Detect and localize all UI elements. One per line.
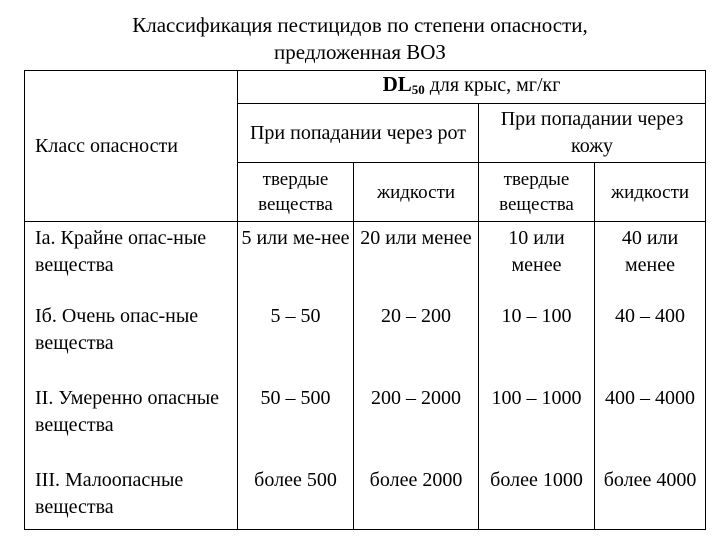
header-oral-liquid: жидкости: [354, 163, 479, 222]
table-title: [0, 12, 720, 66]
table-row: [25, 467, 706, 530]
dl-rest: для крыс, мг/кг: [424, 74, 561, 96]
row-class: III. Малоопасные вещества: [25, 467, 238, 530]
cell-dermal-solid: 10 – 100: [479, 303, 595, 385]
cell-oral-liquid: более 2000: [354, 467, 479, 530]
cell-dermal-liquid: 400 – 4000: [595, 385, 706, 467]
header-dl50: [238, 71, 706, 104]
cell-oral-liquid: 20 или менее: [354, 222, 479, 304]
cell-oral-liquid: 20 – 200: [354, 303, 479, 385]
table-row: [25, 222, 706, 304]
cell-dermal-liquid: 40 или менее: [595, 222, 706, 304]
cell-dermal-liquid: более 4000: [595, 467, 706, 530]
row-class: Iа. Крайне опас-ные вещества: [25, 222, 238, 304]
table-row: [25, 303, 706, 385]
cell-oral-solid: 5 или ме-нее: [238, 222, 354, 304]
table-row: [25, 385, 706, 467]
dl-sub: 50: [411, 82, 425, 97]
cell-oral-liquid: 200 – 2000: [354, 385, 479, 467]
row-class: Iб. Очень опас-ные вещества: [25, 303, 238, 385]
cell-dermal-solid: 10 или менее: [479, 222, 595, 304]
cell-oral-solid: 50 – 500: [238, 385, 354, 467]
header-class: Класс опасности: [25, 71, 238, 222]
hazard-classification-table: [24, 70, 706, 530]
header-dermal: При попадании через кожу: [479, 104, 706, 163]
cell-oral-solid: 5 – 50: [238, 303, 354, 385]
title-line-2: предложенная ВОЗ: [274, 40, 446, 64]
cell-dermal-solid: 100 – 1000: [479, 385, 595, 467]
dl-main: DL: [382, 72, 412, 96]
cell-dermal-solid: более 1000: [479, 467, 595, 530]
row-class: II. Умеренно опасные вещества: [25, 385, 238, 467]
header-dermal-liquid: жидкости: [595, 163, 706, 222]
header-oral-solid: твердые вещества: [238, 163, 354, 222]
header-oral: При попадании через рот: [238, 104, 479, 163]
cell-oral-solid: более 500: [238, 467, 354, 530]
cell-dermal-liquid: 40 – 400: [595, 303, 706, 385]
header-dermal-solid: твердые вещества: [479, 163, 595, 222]
title-line-1: Классификация пестицидов по степени опасности,: [132, 13, 588, 37]
